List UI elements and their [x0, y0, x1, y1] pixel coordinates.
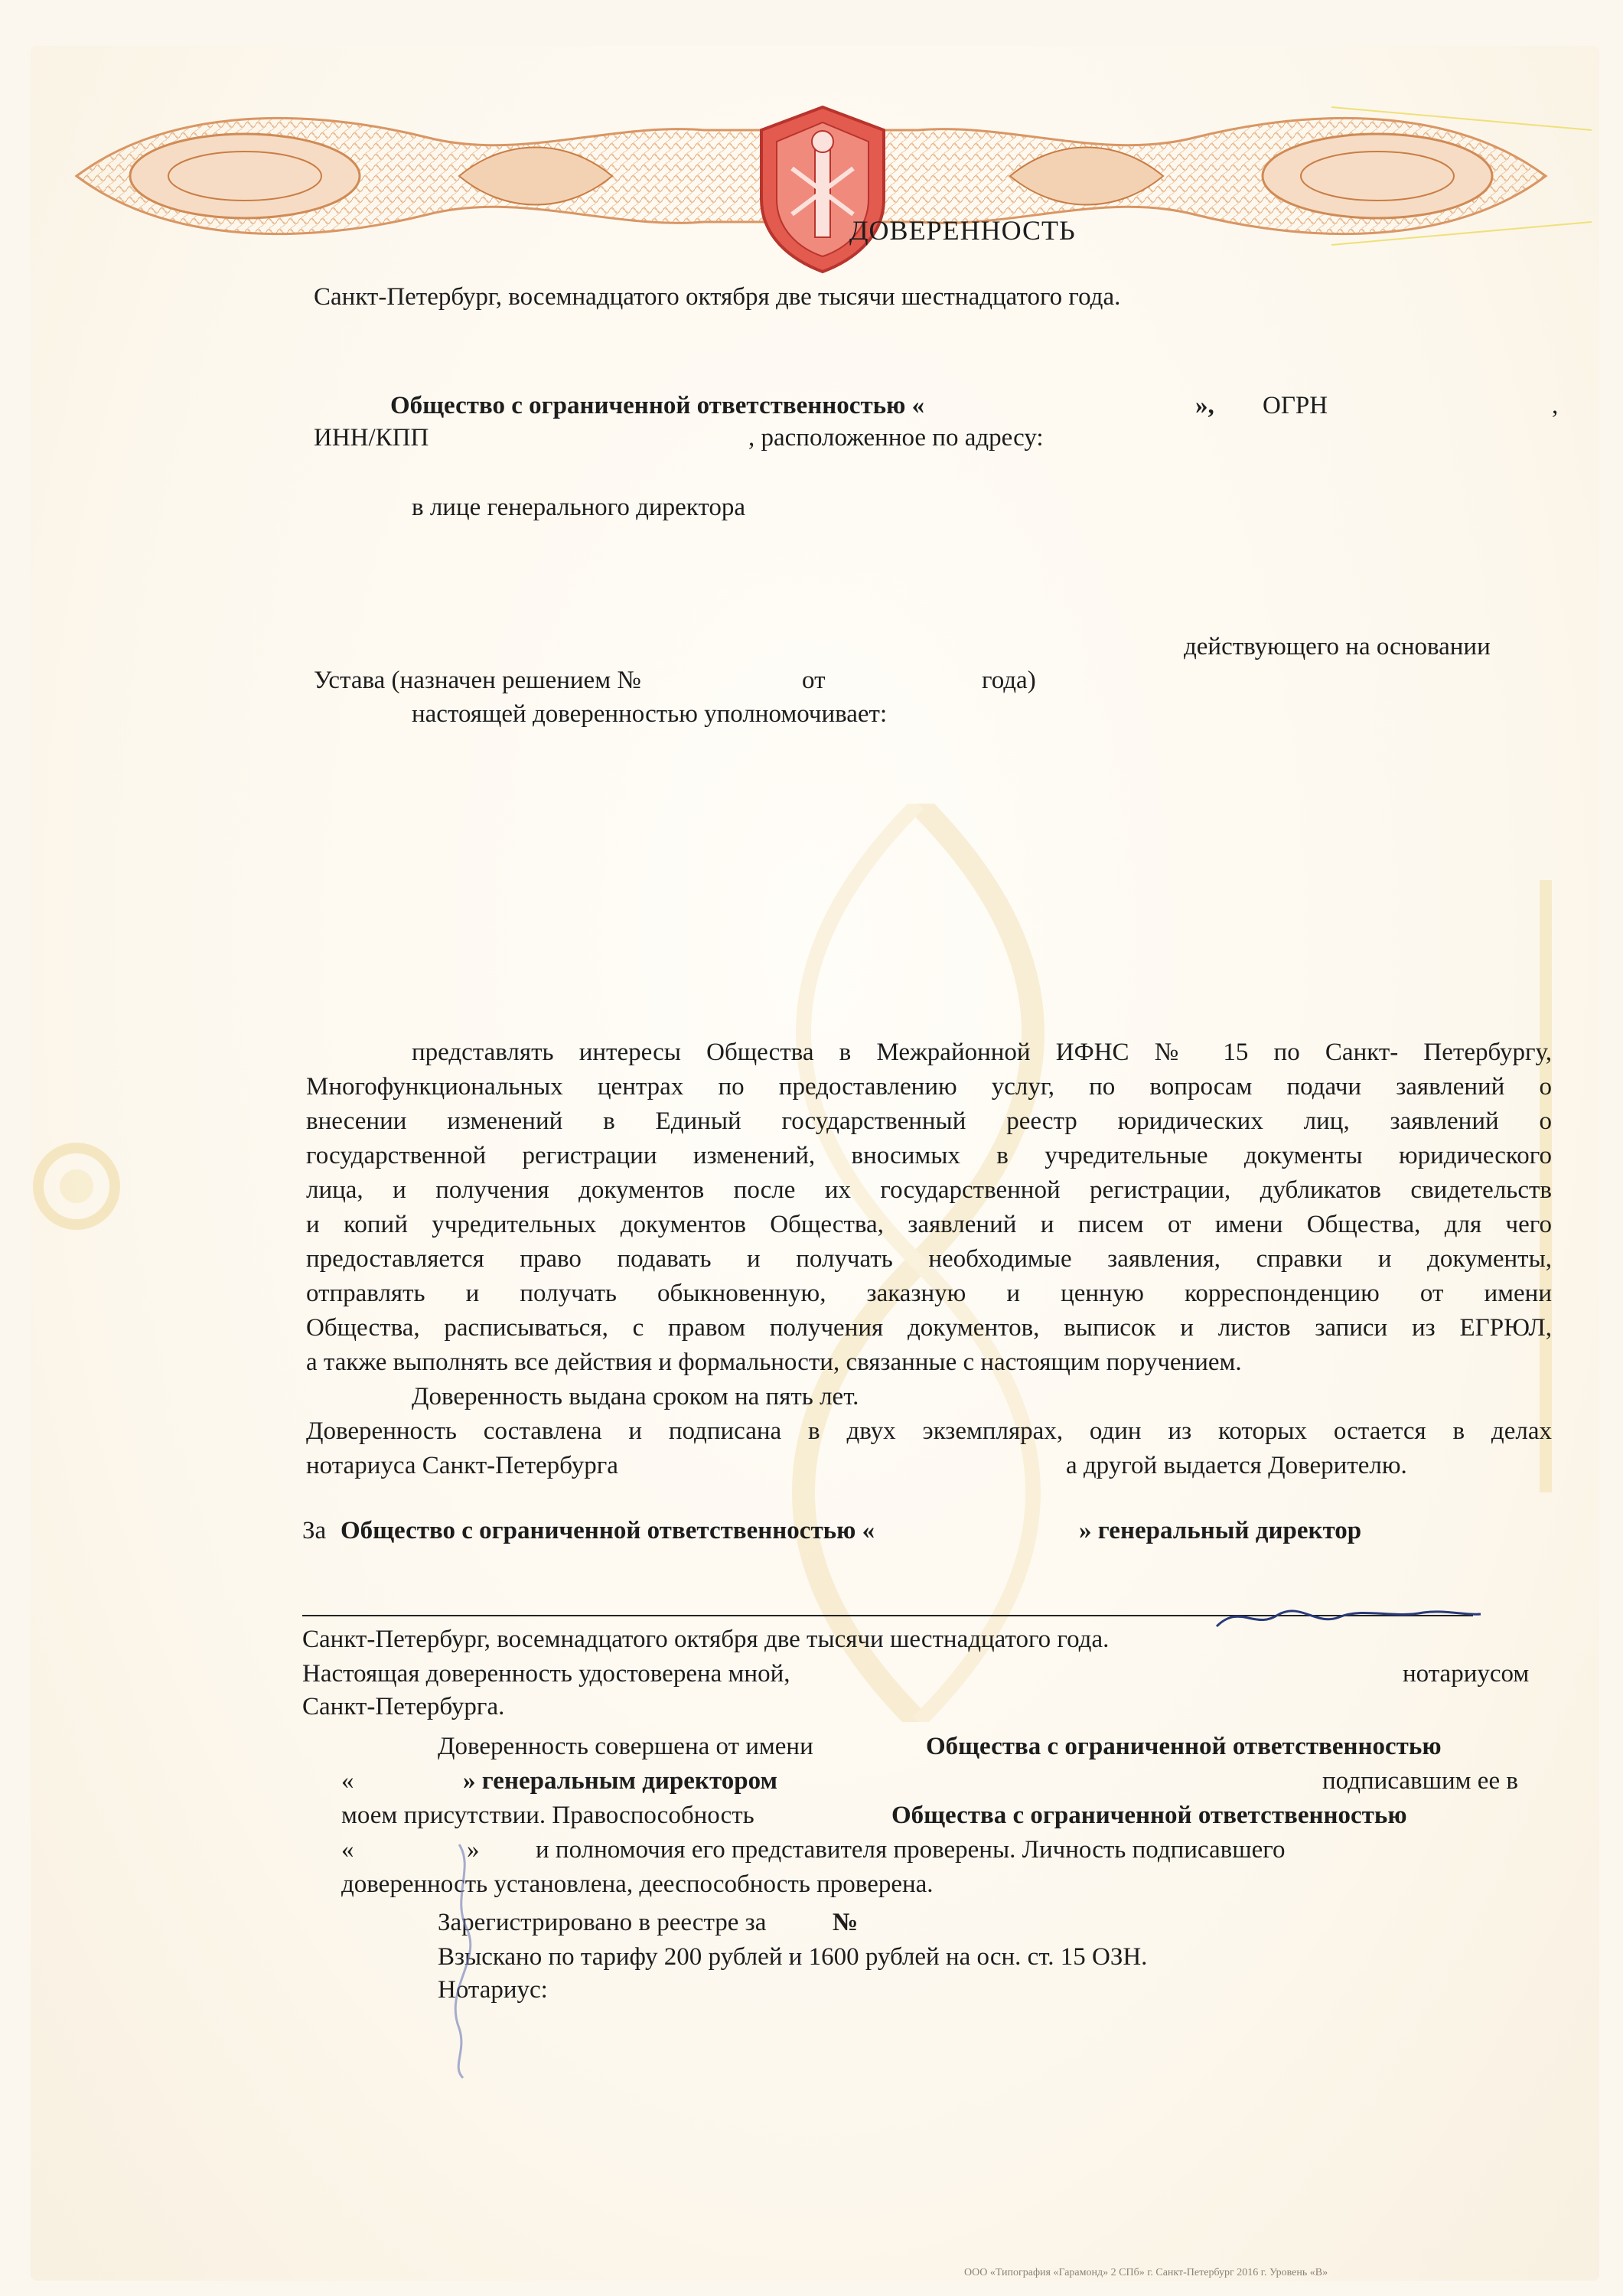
notary-certified: Настоящая доверенность удостоверена мной,	[302, 1660, 790, 1688]
place-date: Санкт-Петербург, восемнадцатого октября две тысячи шестнадцатого года.	[314, 283, 1121, 311]
powers-line: государственной регистрации изменений, вносимых в учредительные документы юридического	[306, 1142, 1552, 1169]
term-text: Доверенность выдана сроком на пять лет.	[412, 1383, 859, 1411]
powers-line: и копий учредительных документов Общества, заявлений и писем от имени Общества, для чего	[306, 1211, 1552, 1238]
document-title: ДОВЕРЕННОСТЬ	[849, 215, 1076, 246]
powers-line: представлять интересы Общества в Межрайонной ИФНС № 15 по Санкт- Петербургу,	[412, 1039, 1552, 1066]
notary-para-2b: » генеральным директором	[463, 1767, 777, 1795]
notary-para-5: доверенность установлена, дееспособность проверена.	[341, 1870, 934, 1898]
copies-notary: нотариуса Санкт-Петербурга	[306, 1452, 618, 1479]
powers-line: предоставляется право подавать и получать необходимые заявления, справки и документы,	[306, 1245, 1552, 1273]
acting-basis: действующего на основании	[1184, 633, 1491, 660]
pen-signature	[1209, 1596, 1484, 1634]
signatory-za: За	[302, 1517, 327, 1544]
ogrn-label: ОГРН	[1263, 392, 1328, 419]
notary-para-4a: «	[341, 1836, 354, 1864]
notary-para-2a: «	[341, 1767, 354, 1795]
copies-principal: а другой выдается Доверителю.	[1066, 1452, 1407, 1479]
left-side-ornament	[31, 880, 122, 1492]
pen-marks	[383, 1837, 497, 2082]
notary-title: нотариусом	[1403, 1660, 1530, 1688]
powers-line: а также выполнять все действия и формальности, связанные с настоящим поручением.	[306, 1349, 1242, 1376]
signatory-company: Общество с ограниченной ответственностью «	[341, 1517, 875, 1544]
notary-para-3b: Общества с ограниченной ответственностью	[891, 1802, 1407, 1829]
charter-from: от	[802, 667, 826, 694]
charter-year: года)	[982, 667, 1036, 694]
address-label: , расположенное по адресу:	[748, 424, 1044, 452]
notary-signature-label: Нотариус:	[438, 1976, 548, 2004]
notary-place-date: Санкт-Петербург, восемнадцатого октября две тысячи шестнадцатого года.	[302, 1626, 1110, 1653]
signatory-role: » генеральный директор	[1079, 1517, 1362, 1544]
registry-label: Зарегистрировано в реестре за	[438, 1909, 767, 1936]
notary-para-4b: »	[467, 1836, 480, 1864]
inn-kpp-label: ИНН/КПП	[314, 424, 429, 452]
powers-line: лица, и получения документов после их государственной регистрации, дубликатов свидетельств	[306, 1176, 1552, 1204]
registry-number: №	[833, 1909, 859, 1936]
notary-para-1b: Общества с ограниченной ответственностью	[926, 1733, 1442, 1760]
notary-emblem	[746, 99, 899, 276]
notary-para-3a: моем присутствии. Правоспособность	[341, 1802, 754, 1829]
company-name-label: Общество с ограниченной ответственностью «	[390, 392, 925, 419]
authorizes-text: настоящей доверенностью уполномочивает:	[412, 700, 888, 728]
company-name-close: »,	[1195, 392, 1214, 419]
powers-line: Общества, расписываться, с правом получения документов, выписок и листов записи из ЕГРЮЛ,	[306, 1314, 1552, 1342]
charter-label: Устава (назначен решением №	[314, 667, 641, 694]
powers-line: внесении изменений в Единый государственный реестр юридических лиц, заявлений о	[306, 1107, 1552, 1135]
notary-para-4c: и полномочия его представителя проверены. Личность подписавшего	[536, 1836, 1286, 1864]
director-label: в лице генерального директора	[412, 494, 745, 521]
fee-text: Взыскано по тарифу 200 рублей и 1600 рублей на осн. ст. 15 ОЗН.	[438, 1943, 1148, 1971]
powers-line: Многофункциональных центрах по предоставлению услуг, по вопросам подачи заявлений о	[306, 1073, 1552, 1101]
notary-para-1a: Доверенность совершена от имени	[438, 1733, 813, 1760]
ogrn-comma: ,	[1552, 392, 1559, 419]
notary-para-2c: подписавшим ее в	[1322, 1767, 1518, 1795]
printer-footer: ООО «Типография «Гарамонд» 2 СПб» г. Санкт-Петербург 2016 г. Уровень «В»	[964, 2267, 1328, 2278]
powers-line: отправлять и получать обыкновенную, заказную и ценную корреспонденцию от имени	[306, 1280, 1552, 1307]
notary-city: Санкт-Петербурга.	[302, 1693, 505, 1720]
copies-line-1: Доверенность составлена и подписана в двух экземплярах, один из которых остается в делах	[306, 1417, 1552, 1445]
